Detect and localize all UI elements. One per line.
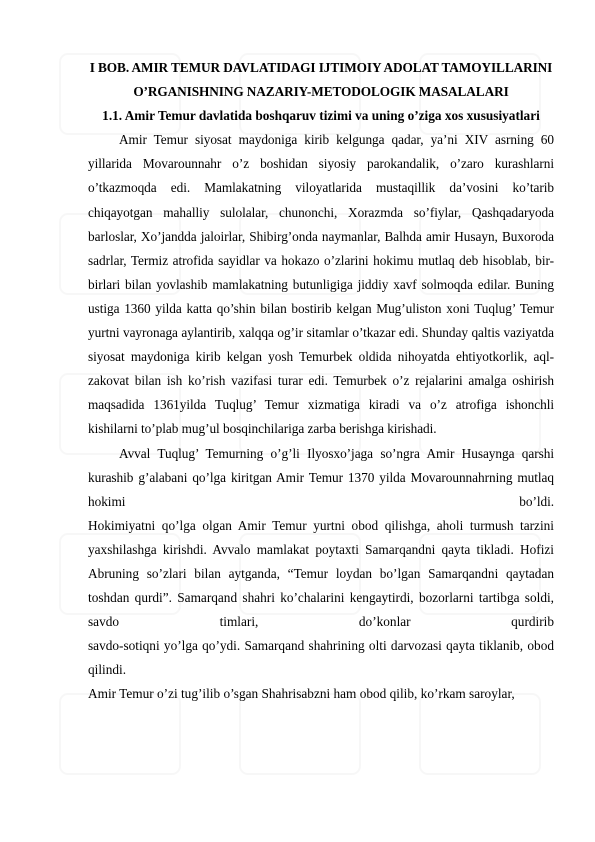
paragraph-2: Avval Tuqlug’ Temurning o’g’li Ilyosxo’jaga so’ngra Amir Husaynga qarshi kurashib g’alabani qo’lga kiritgan Amir Temur 1370 yilda Movarounnahrning mutlaq hokimi bo’ldi. (88, 445, 554, 509)
paragraph-2-continuation: Hokimiyatni qo’lga olgan Amir Temur yurtni obod qilishga, aholi turmush tarzini yaxshilashga kirishdi. Avvalo mamlakat poytaxti Samarqandni qayta tikladi. Hofizi Abruning so’zlari bilan aytganda, “Temur loydan bo’lgan Samarqandni qaytadan toshdan qurdi”. Samarqand shahri ko’chalarini kengaytirdi, bozorlarni tartibga soldi, savdo timlari, do’konlar qurdirib (88, 517, 554, 630)
chapter-title: I BOB. AMIR TEMUR DAVLATIDAGI IJTIMOIY ADOLAT TAMOYILLARINI O’RGANISHNING NAZARIY-METODOLOGIK MASALALARI (89, 60, 553, 100)
document-body (88, 56, 554, 707)
section-title: 1.1. Amir Temur davlatida boshqaruv tizimi va uning o’ziga xos xususiyatlari (102, 108, 540, 124)
paragraph-1: Amir Temur siyosat maydoniga kirib kelgunga qadar, ya’ni XIV asrning 60 yillarida Movarounnahr o’z boshidan siyosiy parokandalik, o’zaro kurashlarni o’tkazmoqda edi. Mamlakatning viloyatlarida mustaqillik da’vosini ko’tarib chiqayotgan mahalliy sulolalar, chunonchi, Xorazmda so’fiylar, Qashqadaryoda barloslar, Xo’jandda jaloirlar, Shibirg’onda naymanlar, Balhda amir Husayn, Buxoroda sadrlar, Termiz atrofida sayidlar va hokazo o’zlarini hokimu mutlaq deb hisoblab, bir-birlari bilan yovlashib mamlakatning butunligiga jiddiy xavf solmoqda edilar. Buning ustiga 1360 yilda katta qo’shin bilan bostirib kelgan Mug’uliston xoni Tuqlug’ Temur yurtni vayronaga aylantirib, xalqqa og’ir sitamlar o’tkazar edi. Shunday qaltis vaziyatda siyosat maydoniga kirib kelgan yosh Temurbek oldida nihoyatda ehtiyotkorlik, aql-zakovat bilan ish ko’rish vazifasi turar edi. Temurbek o’z rejalarini amalga oshirish maqsadida 1361yilda Tuqlug’ Temur xizmatiga kiradi va o’z atrofiga ishonchli kishilarni to’plab mug’ul bosqinchilariga zarba berishga kirishadi. (88, 132, 554, 437)
paragraph-3: savdo-sotiqni yo’lga qo’ydi. Samarqand shahrining olti darvozasi qayta tiklanib, obod qilindi. (88, 638, 554, 678)
paragraph-4: Amir Temur o’zi tug’ilib o’sgan Shahrisabzni ham obod qilib, ko’rkam saroylar, (88, 686, 515, 702)
